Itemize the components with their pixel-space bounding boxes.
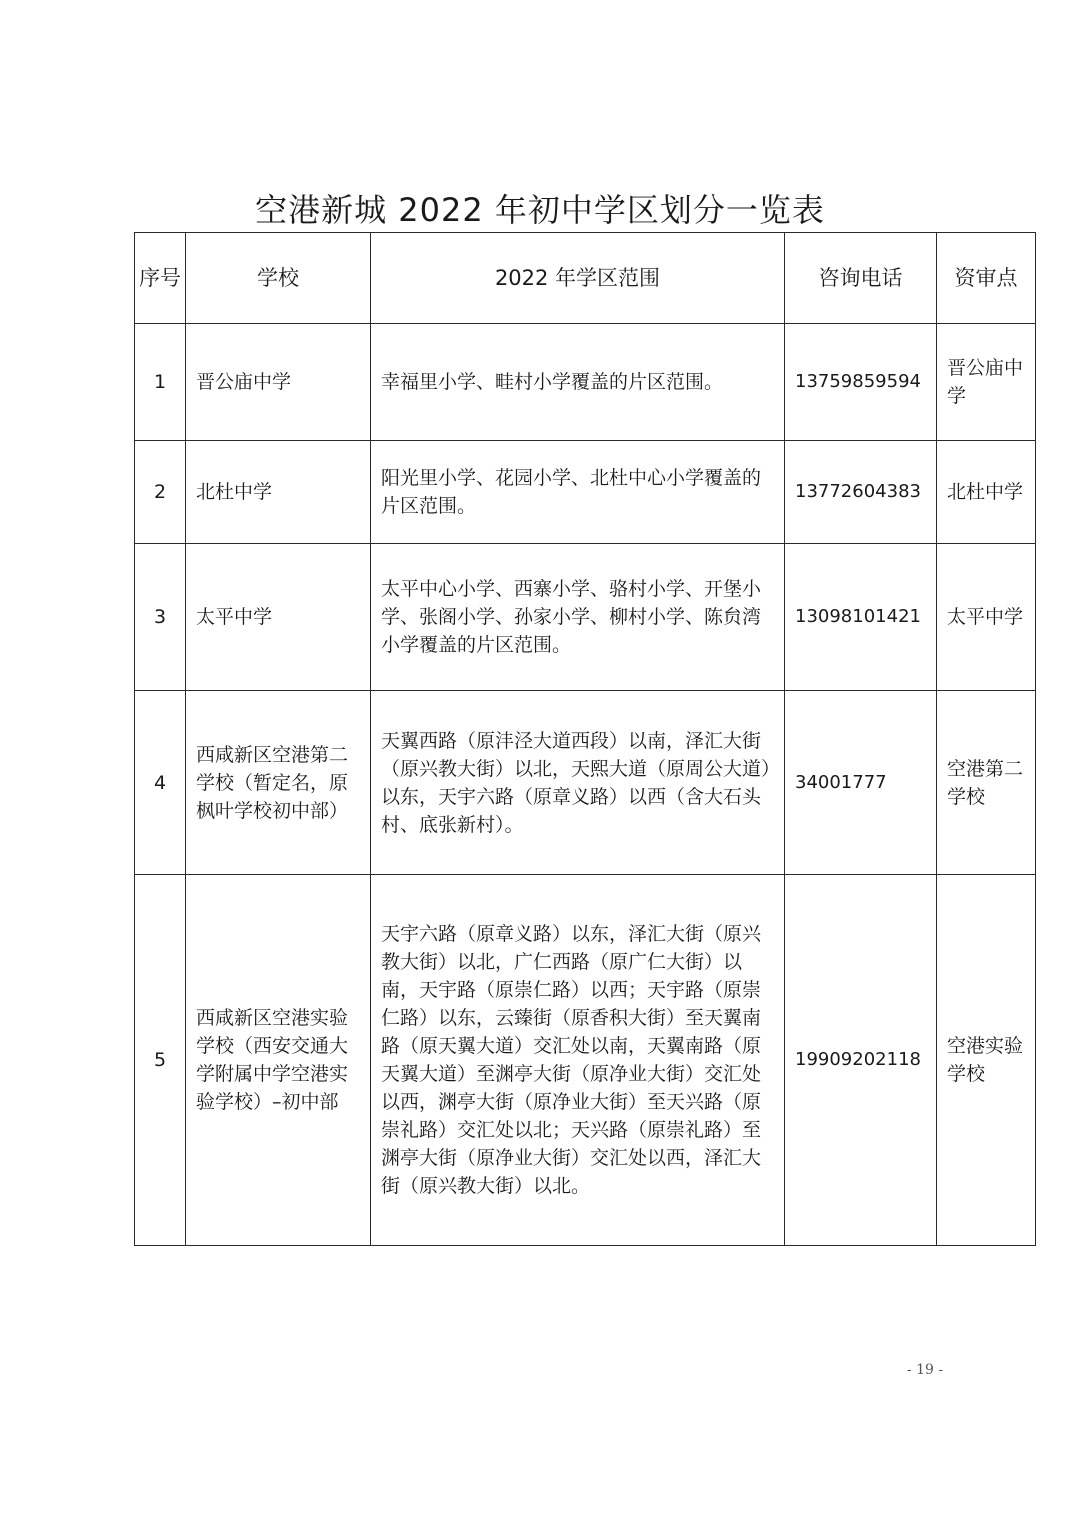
row-school: 西咸新区空港实验学校（西安交通大学附属中学空港实验学校）–初中部 [186,875,371,1246]
row-school: 晋公庙中学 [186,324,371,441]
row-review: 空港第二学校 [937,691,1036,875]
row-review: 北杜中学 [937,441,1036,544]
row-seq: 3 [135,544,186,691]
row-phone: 19909202118 [785,875,937,1246]
row-seq: 2 [135,441,186,544]
header-range: 2022 年学区范围 [371,233,785,324]
row-seq: 4 [135,691,186,875]
row-seq: 1 [135,324,186,441]
row-review: 晋公庙中学 [937,324,1036,441]
row-phone: 13759859594 [785,324,937,441]
page-title: 空港新城 2022 年初中学区划分一览表 [255,191,825,229]
row-school: 西咸新区空港第二学校（暂定名，原枫叶学校初中部） [186,691,371,875]
row-phone: 13098101421 [785,544,937,691]
row-seq: 5 [135,875,186,1246]
row-phone: 34001777 [785,691,937,875]
header-school: 学校 [186,233,371,324]
header-review: 资审点 [937,233,1036,324]
page-number: - 19 - [906,1362,944,1378]
row-school: 太平中学 [186,544,371,691]
header-phone: 咨询电话 [785,233,937,324]
row-range: 天翼西路（原沣泾大道西段）以南，泽汇大街（原兴教大街）以北，天熙大道（原周公大道）以东，天宇六路（原章义路）以西（含大石头村、底张新村）。 [371,691,785,875]
row-review: 空港实验学校 [937,875,1036,1246]
table-row [135,441,1036,544]
row-school: 北杜中学 [186,441,371,544]
table-row [135,324,1036,441]
school-zone-table [134,232,1036,1246]
table-row [135,544,1036,691]
row-range: 幸福里小学、畦村小学覆盖的片区范围。 [371,324,785,441]
table-row [135,691,1036,875]
table-row [135,875,1036,1246]
row-phone: 13772604383 [785,441,937,544]
row-range: 阳光里小学、花园小学、北杜中心小学覆盖的片区范围。 [371,441,785,544]
table-header-row [135,233,1036,324]
row-range: 天宇六路（原章义路）以东，泽汇大街（原兴教大街）以北，广仁西路（原广仁大街）以南，天宇路（原崇仁路）以西；天宇路（原崇仁路）以东，云臻街（原香积大街）至天翼南路（原天翼大道）交汇处以南，天翼南路（原天翼大道）至渊亭大街（原净业大街）交汇处以西，渊亭大街（原净业大街）至天兴路（原崇礼路）交汇处以北；天兴路（原崇礼路）至渊亭大街（原净业大街）交汇处以西，泽汇大街（原兴教大街）以北。 [371,875,785,1246]
header-seq: 序号 [135,233,186,324]
row-range: 太平中心小学、西寨小学、骆村小学、开堡小学、张阁小学、孙家小学、柳村小学、陈贠湾小学覆盖的片区范围。 [371,544,785,691]
row-review: 太平中学 [937,544,1036,691]
